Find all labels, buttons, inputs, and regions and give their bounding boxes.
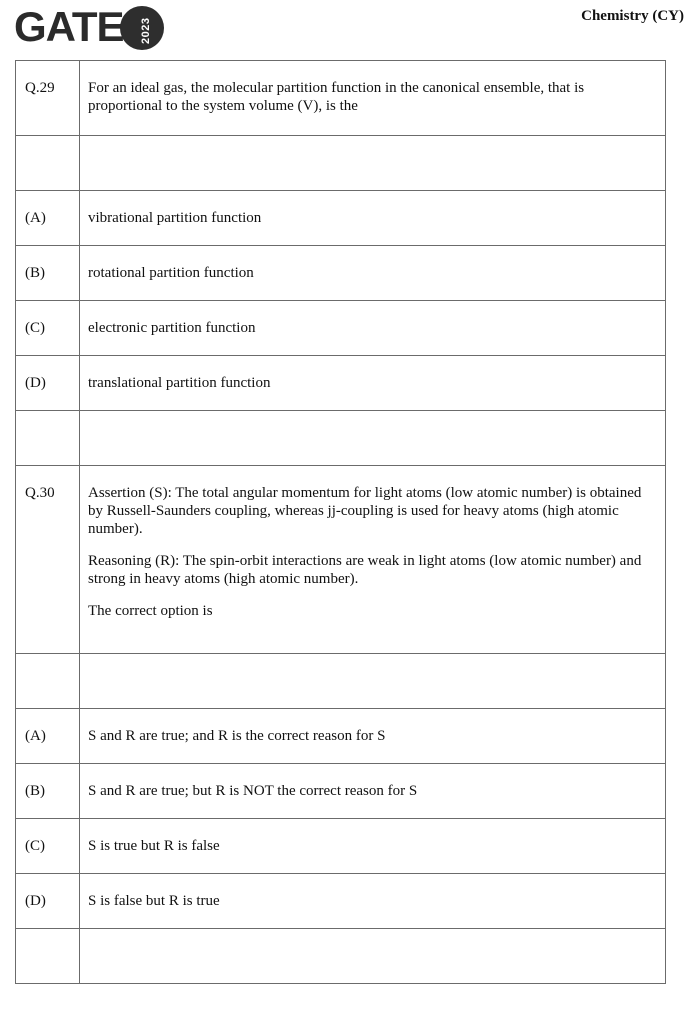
option-text: S and R are true; but R is NOT the correct reason for S: [80, 764, 666, 819]
assertion-text: Assertion (S): The total angular momentum for light atoms (low atomic number) is obtained by Russell-Saunders coupling, whereas jj-coupling is used for heavy atoms (high atomic number).: [88, 485, 642, 537]
option-label: (A): [16, 191, 80, 246]
logo-text: GATE: [14, 3, 124, 50]
option-text: rotational partition function: [80, 246, 666, 301]
option-text: electronic partition function: [80, 301, 666, 356]
question-row: [16, 466, 666, 654]
option-row: [16, 301, 666, 356]
option-row: [16, 356, 666, 411]
option-text: vibrational partition function: [80, 191, 666, 246]
reasoning-text: Reasoning (R): The spin-orbit interactions are weak in light atoms (low atomic number) and strong in heavy atoms (high atomic number).: [88, 553, 642, 587]
option-text: S and R are true; and R is the correct reason for S: [80, 709, 666, 764]
question-number: Q.30: [16, 466, 80, 654]
option-label: (B): [16, 246, 80, 301]
prompt-text: The correct option is: [88, 603, 213, 619]
gate-logo: [14, 2, 164, 52]
logo-year: 2023: [140, 17, 152, 44]
option-label: (D): [16, 356, 80, 411]
spacer-row: [16, 136, 666, 191]
option-text: S is false but R is true: [80, 874, 666, 929]
option-row: [16, 191, 666, 246]
option-label: (D): [16, 874, 80, 929]
option-label: (C): [16, 819, 80, 874]
option-row: [16, 709, 666, 764]
subject-title: Chemistry (CY): [581, 8, 684, 24]
option-row: [16, 874, 666, 929]
question-row: [16, 61, 666, 136]
option-label: (A): [16, 709, 80, 764]
option-row: [16, 246, 666, 301]
question-number: Q.29: [16, 61, 80, 136]
option-text: S is true but R is false: [80, 819, 666, 874]
option-row: [16, 764, 666, 819]
option-text: translational partition function: [80, 356, 666, 411]
spacer-row: [16, 654, 666, 709]
question-table: [15, 60, 666, 984]
option-row: [16, 819, 666, 874]
question-text: For an ideal gas, the molecular partition function in the canonical ensemble, that is proportional to the system volume (V), is the: [80, 61, 666, 136]
spacer-row: [16, 929, 666, 984]
option-label: (B): [16, 764, 80, 819]
question-body: [80, 466, 666, 654]
option-label: (C): [16, 301, 80, 356]
spacer-row: [16, 411, 666, 466]
